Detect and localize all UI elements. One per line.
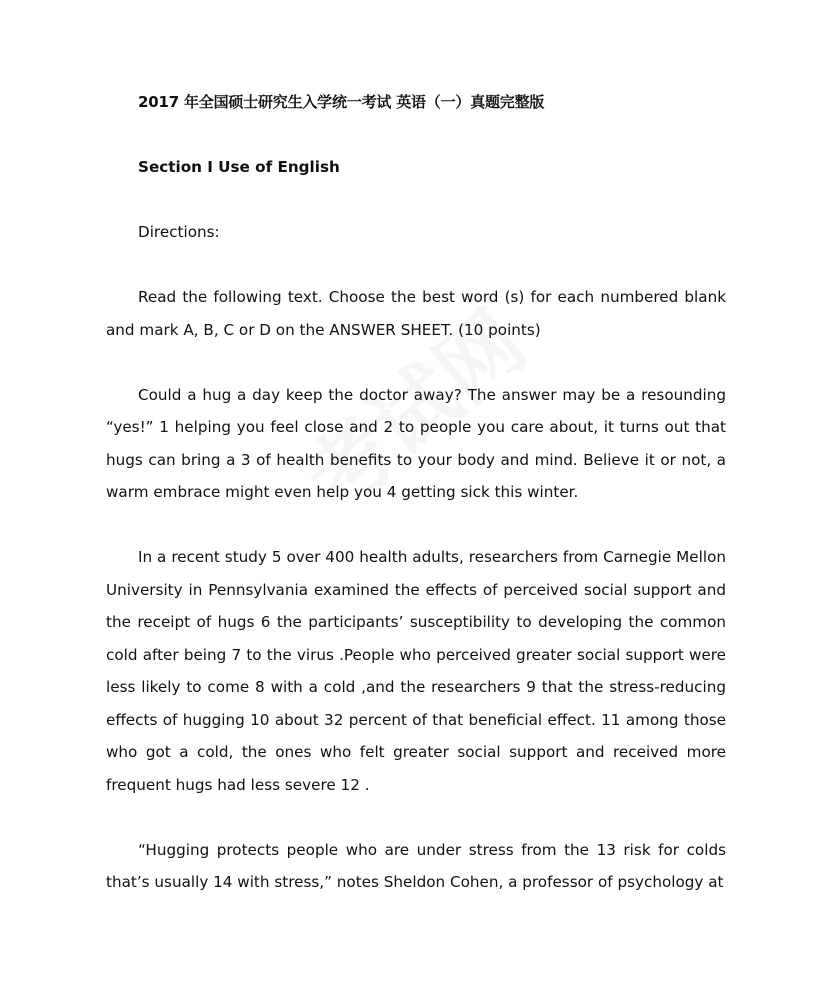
section-heading: Section I Use of English (138, 158, 340, 176)
instruction-paragraph: Read the following text. Choose the best word (s) for each numbered blank and mark A, B, C or D on the ANSWER SHEET. (10 points) (106, 288, 726, 339)
passage-paragraph-1: Could a hug a day keep the doctor away? The answer may be a resounding “yes!” 1 helping you feel close and 2 to people you care about, it turns out that hugs can bring a 3 of health benefits to your body and mind. Believe it or not, a warm embrace might even help you 4 getting sick this winter. (106, 385, 726, 501)
directions-label: Directions: (138, 223, 220, 241)
passage-paragraph-2: In a recent study 5 over 400 health adults, researchers from Carnegie Mellon University in Pennsylvania examined the effects of perceived social support and the receipt of hugs 6 the participants’ susceptibility to developing the common cold after being 7 to the virus .People who perceived greater social support were less likely to come 8 with a cold ,and the researchers 9 that the stress-reducing effects of hugging 10 about 32 percent of that beneficial effect. 11 among those who got a cold, the ones who felt greater social support and received more frequent hugs had less severe 12 . (106, 548, 726, 794)
passage-paragraph-3: “Hugging protects people who are under stress from the 13 risk for colds that’s usually 14 with stress,” notes Sheldon Cohen, a professor of psychology at (106, 840, 726, 891)
document-title: 2017 年全国硕士研究生入学统一考试 英语（一）真题完整版 (138, 93, 545, 111)
document-body (106, 86, 726, 931)
